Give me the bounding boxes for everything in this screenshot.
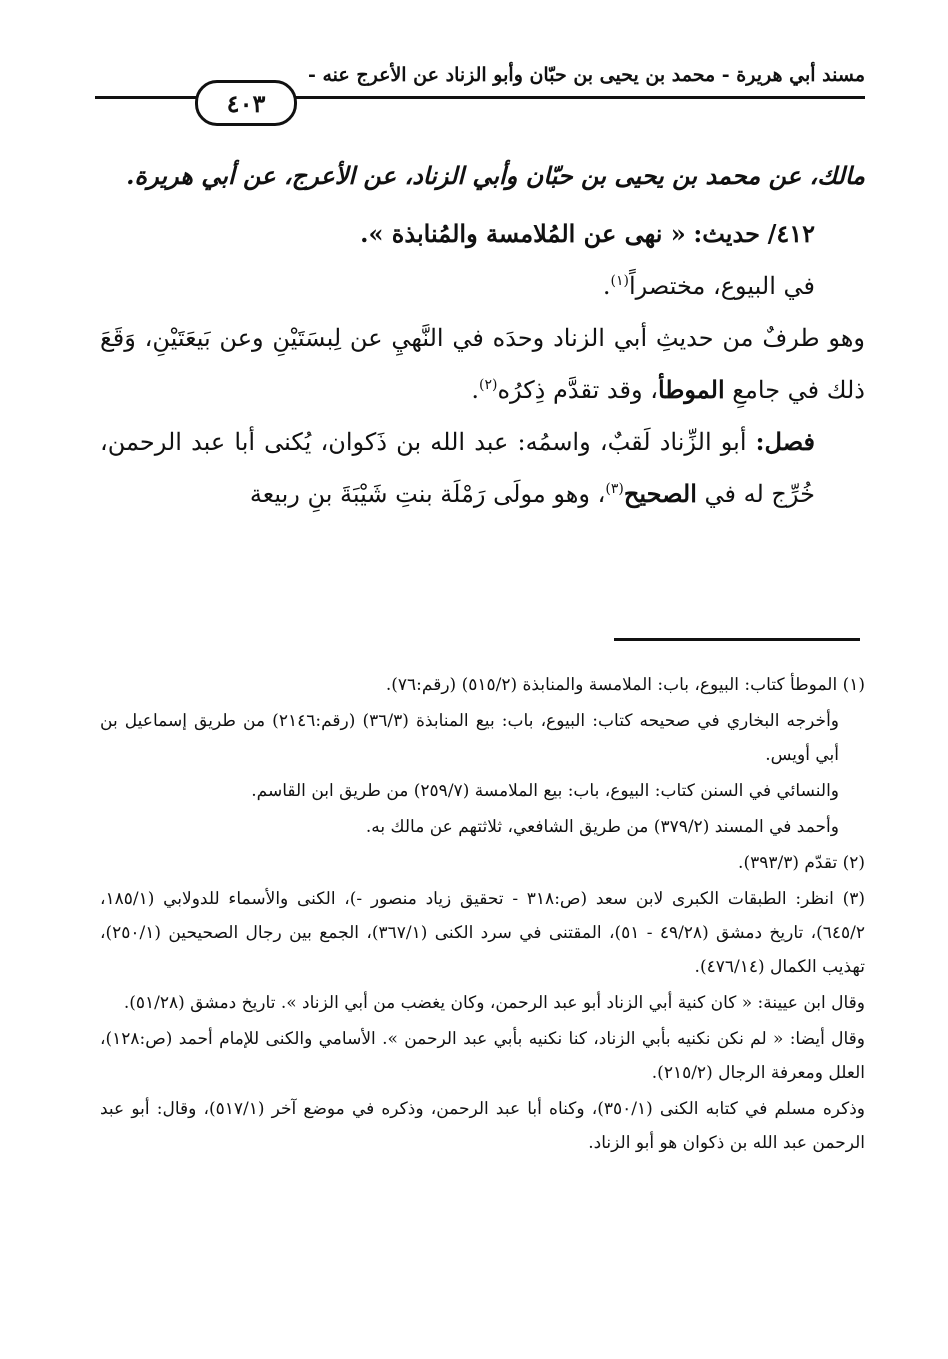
- footnote-ref-1: (١): [610, 273, 630, 289]
- footnote: (٢) تقدّم (٣٩٣/٣).: [738, 853, 865, 873]
- page-header: [95, 60, 865, 118]
- footnotes: [100, 668, 865, 1162]
- running-head: مسند أبي هريرة - محمد بن يحيى بن حبّان وأبو الزناد عن الأعرج عنه -: [308, 64, 865, 86]
- footnote: (٣) انظر: الطبقات الكبرى لابن سعد (ص:٣١٨ - تحقيق زياد منصور -)، الكنى والأسماء للدولابي (١٨٥/١، ٦٤٥/٢)، تاريخ دمشق (٤٩/٢٨ - ٥١)، المقتنى في سرد الكنى (٣٦٧/١)، الجمع بين رجال الصحيحين (٢٥٠/١)، تهذيب الكمال (٤٧٦/١٤).: [100, 889, 865, 977]
- main-text: [100, 150, 865, 520]
- fasl-bold: الصحيح: [623, 479, 697, 508]
- footnote-ref-3: (٣): [605, 481, 624, 497]
- fasl-text-2: ، وهو مولَى رَمْلَة بنتِ شَيْبَةَ بنِ ربيعة: [249, 480, 606, 508]
- footnote: وأحمد في المسند (٣٧٩/٢) من طريق الشافعي، ثلاثتهم عن مالك به.: [365, 817, 839, 837]
- para1-text: وهو طرفٌ من حديثِ أبي الزناد وحدَه في النَّهيِ عن لِبسَتَيْنِ وعن بَيعَتَيْنِ، وَقَعَ ذلك في جامعِ: [100, 324, 865, 404]
- footnote: وأخرجه البخاري في صحيحه كتاب: البيوع، باب: بيع المنابذة (٣٦/٣) (رقم:٢١٤٦) من طريق إسماعيل بن أبي أويس.: [100, 711, 840, 765]
- fasl-text: أبو الزِّناد لَقبٌ، واسمُه: عبد الله بن ذَكوان، يُكنى أبا عبد الرحمن، خُرِّج له في: [100, 428, 815, 508]
- footnote: (١) الموطأ كتاب: البيوع، باب: الملامسة والمنابذة (٥١٥/٢) (رقم:٧٦).: [385, 675, 865, 695]
- isnad-chain: مالك، عن محمد بن يحيى بن حبّان وأبي الزناد، عن الأعرج، عن أبي هريرة.: [126, 161, 865, 190]
- footnote: وقال أيضا: « لم نكن نكنيه بأبي الزناد، كنا نكنيه بأبي عبد الرحمن ». الأسامي والكنى للإمام أحمد (ص:١٢٨)، العلل ومعرفة الرجال (٢١٥/٢).: [100, 1029, 865, 1083]
- page-number: ٤٠٣: [195, 80, 297, 126]
- para1-text-2: ، وقد تقدَّم ذِكرُه: [497, 376, 658, 404]
- footnote: وقال ابن عيينة: « كان كنية أبي الزناد أبو عبد الرحمن، وكان يغضب من أبي الزناد ». تاريخ دمشق (٥١/٢٨).: [123, 993, 865, 1013]
- hadith-source: في البيوع، مختصراً$^{(١)}$.: [602, 272, 815, 300]
- footnote-ref-2: (٢): [478, 377, 498, 393]
- hadith-label: حديث:: [693, 219, 760, 248]
- hadith-text: « نهى عن المُلامسة والمُنابذة ».: [360, 219, 686, 248]
- source-text: في البيوع، مختصراً: [629, 272, 815, 300]
- footnote-divider: [614, 638, 860, 641]
- footnote: وذكره مسلم في كتابه الكنى (٣٥٠/١)، وكناه أبا عبد الرحمن، وذكره في موضع آخر (٥١٧/١)، وقال: أبو عبد الرحمن عبد الله بن ذكوان هو أبو الزناد.: [100, 1099, 865, 1153]
- hadith-number: ٤١٢/: [767, 219, 815, 248]
- commentary-paragraph: [100, 312, 865, 416]
- footnote: والنسائي في السنن كتاب: البيوع، باب: بيع الملامسة (٢٥٩/٧) من طريق ابن القاسم.: [251, 781, 839, 801]
- fasl-label: فصل:: [755, 427, 815, 456]
- para1-bold: الموطأ: [657, 375, 725, 404]
- para1-end: .: [471, 376, 479, 404]
- fasl-paragraph: [100, 416, 865, 520]
- hadith-entry: [100, 208, 865, 260]
